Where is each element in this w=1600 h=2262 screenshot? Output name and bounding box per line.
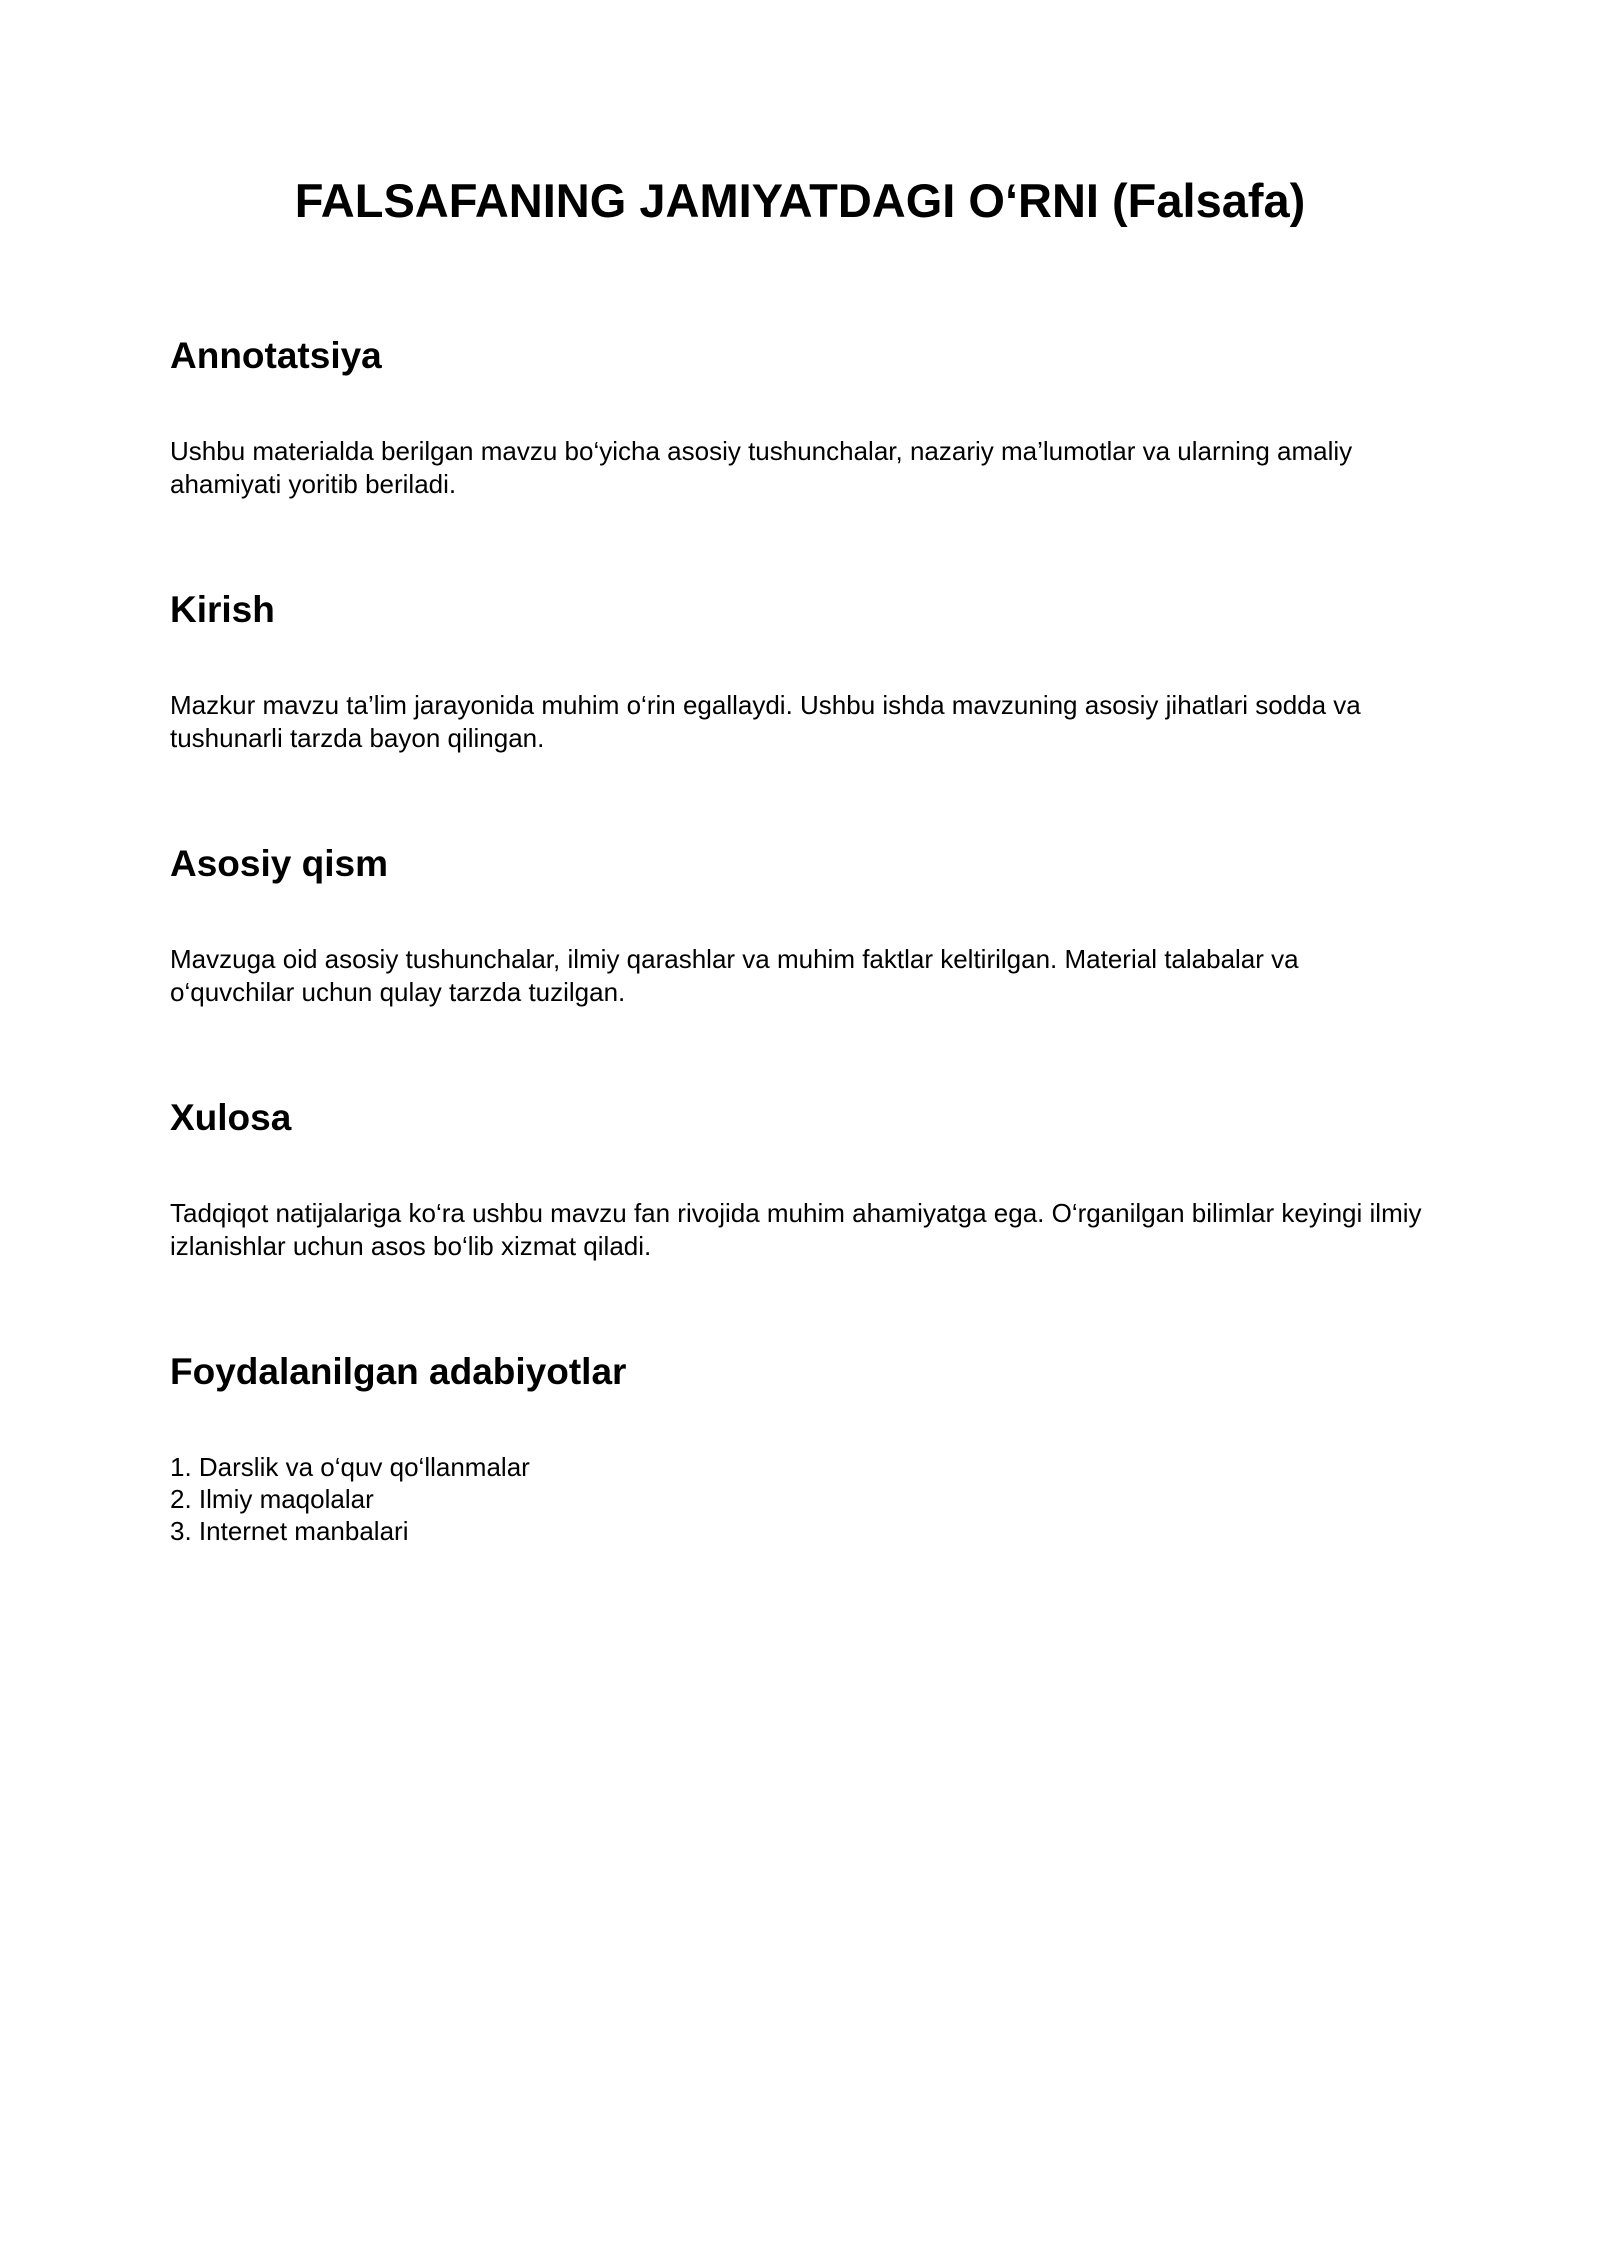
reference-item: 2. Ilmiy maqolalar [170,1484,374,1514]
section-heading: Foydalanilgan adabiyotlar [170,1351,627,1392]
section-heading: Kirish [170,589,275,630]
section-references [170,1346,1430,1600]
section-main-part [170,838,1430,1092]
section-heading: Asosiy qism [170,843,388,884]
document-title: FALSAFANING JAMIYATDAGI O‘RNI (Falsafa) [294,174,1306,227]
references-list [170,1451,1430,1547]
section-heading: Xulosa [170,1097,292,1138]
section-heading: Annotatsiya [170,335,382,376]
section-conclusion [170,1092,1430,1346]
section-annotation [170,330,1430,584]
section-paragraph: Tadqiqot natijalariga ko‘ra ushbu mavzu fan rivojida muhim ahamiyatga ega. O‘rganilgan bilimlar keyingi ilmiy izlanishlar uchun asos bo‘lib xizmat qiladi. [170,1198,1422,1261]
section-paragraph: Mazkur mavzu ta’lim jarayonida muhim o‘rin egallaydi. Ushbu ishda mavzuning asosiy jihatlari sodda va tushunarli tarzda bayon qilingan. [170,690,1361,753]
section-paragraph: Mavzuga oid asosiy tushunchalar, ilmiy qarashlar va muhim faktlar keltirilgan. Material talabalar va o‘quvchilar uchun qulay tarzda tuzilgan. [170,944,1299,1007]
reference-item: 1. Darslik va o‘quv qo‘llanmalar [170,1452,530,1482]
reference-item: 3. Internet manbalari [170,1516,409,1546]
section-introduction [170,584,1430,838]
section-paragraph: Ushbu materialda berilgan mavzu bo‘yicha asosiy tushunchalar, nazariy ma’lumotlar va ularning amaliy ahamiyati yoritib beriladi. [170,436,1353,499]
document-body [170,330,1430,1600]
